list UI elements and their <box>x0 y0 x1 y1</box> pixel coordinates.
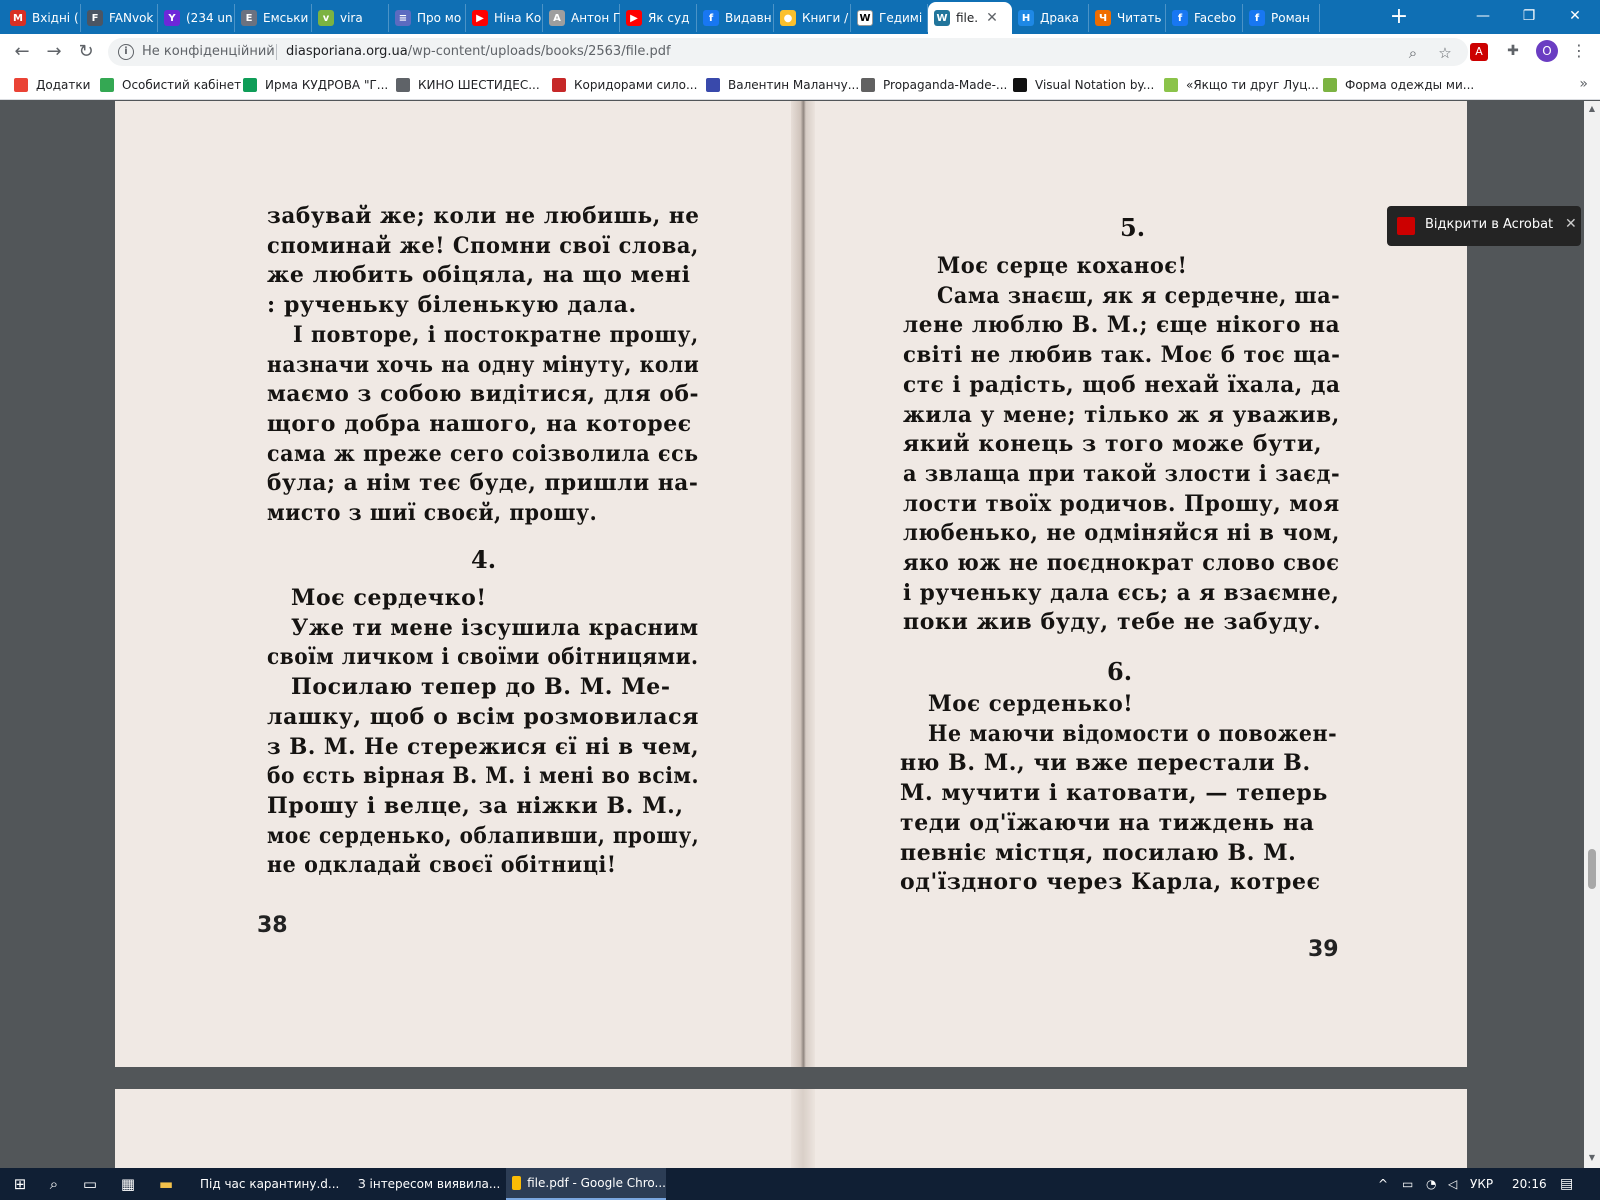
tab-title: Гедимі <box>879 11 923 25</box>
text-line: од'їздного через Карла, котреє <box>900 869 1321 896</box>
pdf-viewer[interactable] <box>0 101 1600 1168</box>
tab-favicon-icon: W <box>934 10 950 26</box>
tab-favicon-icon: f <box>703 10 719 26</box>
tab-close-icon[interactable]: ✕ <box>986 10 998 26</box>
task-view-icon[interactable]: ▭ <box>82 1175 98 1193</box>
bookmarks-bar <box>0 70 1600 100</box>
bookmark-label: «Якщо ти друг Луц... <box>1186 78 1319 92</box>
text-line: І повторе, і постократне прошу, <box>293 321 699 348</box>
bookmark-item[interactable] <box>1164 76 1319 94</box>
file-explorer-icon[interactable]: ▬ <box>158 1175 174 1193</box>
bookmark-favicon-icon <box>552 78 566 92</box>
vertical-scrollbar[interactable] <box>1584 101 1600 1168</box>
url-path: /wp-content/uploads/books/2563/file.pdf <box>407 44 671 59</box>
browser-tab[interactable] <box>1012 4 1089 32</box>
tab-title: Facebo <box>1194 11 1237 25</box>
new-tab-button[interactable]: + <box>1389 4 1409 29</box>
browser-tab[interactable] <box>620 4 697 32</box>
bookmark-favicon-icon <box>1323 78 1337 92</box>
text-line: М. мучити і катовати, — теперь <box>900 780 1328 807</box>
text-line: поки жив буду, тебе не забуду. <box>903 609 1322 636</box>
acrobat-extension-icon[interactable]: A <box>1470 43 1488 61</box>
open-in-acrobat-popup[interactable] <box>1387 206 1581 246</box>
text-line: сама ж преже сего соізволила єсь <box>267 440 699 467</box>
bookmark-item[interactable] <box>243 76 388 94</box>
tab-favicon-icon: A <box>549 10 565 26</box>
browser-tab[interactable] <box>466 4 543 32</box>
tab-favicon-icon: H <box>1018 10 1034 26</box>
text-line: же любить обіцяла, на що мені <box>267 262 691 289</box>
close-window-button[interactable]: ✕ <box>1569 8 1581 24</box>
text-line: Моє серце коханоє! <box>937 253 1188 279</box>
browser-toolbar <box>0 34 1600 70</box>
tab-favicon-icon: F <box>87 10 103 26</box>
tab-favicon-icon: ▶ <box>626 10 642 26</box>
text-line: і рученьку дала єсь; а я взаємне, <box>903 579 1340 606</box>
text-line: Прошу і велце, за ніжки В. М., <box>267 792 684 819</box>
browser-tab[interactable] <box>1166 4 1243 32</box>
menu-icon[interactable]: ⋮ <box>1571 41 1587 60</box>
browser-tab[interactable] <box>81 4 158 32</box>
bookmark-favicon-icon <box>706 78 720 92</box>
browser-tab[interactable] <box>312 4 389 32</box>
tab-favicon-icon: f <box>1249 10 1265 26</box>
tab-favicon-icon: Ч <box>1095 10 1111 26</box>
profile-avatar[interactable]: O <box>1536 40 1558 62</box>
battery-icon[interactable]: ▭ <box>1402 1177 1414 1191</box>
text-line: щого добра нашого, на котореє <box>267 410 692 437</box>
browser-tab[interactable] <box>543 4 620 32</box>
divider <box>276 44 277 60</box>
url-host: diasporiana.org.ua <box>286 44 408 59</box>
tray-chevron-icon[interactable]: ^ <box>1378 1177 1389 1191</box>
text-line: Сама знаєш, як я сердечне, ша- <box>937 282 1341 309</box>
scroll-down-icon[interactable]: ▼ <box>1588 1153 1596 1162</box>
tab-title: Вхідні ( <box>32 11 79 25</box>
search-icon[interactable]: ⌕ <box>49 1175 59 1193</box>
text-line: своїм личком і своїми обітницями. <box>267 644 699 671</box>
book-gutter <box>791 101 815 1067</box>
taskbar-app[interactable] <box>346 1168 501 1200</box>
notifications-icon[interactable]: ▤ <box>1560 1176 1574 1192</box>
close-icon[interactable]: ✕ <box>1565 216 1577 232</box>
extensions-icon[interactable]: ✚ <box>1507 43 1519 59</box>
text-line: була; а нім теє буде, пришли на- <box>267 470 699 497</box>
text-line: любенько, не одміняйся ні в чом, <box>903 520 1340 547</box>
text-line: Не маючи відомости о повожен- <box>928 720 1338 747</box>
letter-heading-4: 4. <box>471 545 497 574</box>
bookmark-label: Коридорами сило... <box>574 78 698 92</box>
browser-tab[interactable] <box>235 4 312 32</box>
letter-heading-5: 5. <box>1120 213 1146 242</box>
text-line: світі не любив так. Моє б тоє ща- <box>903 342 1341 369</box>
bookmark-label: Visual Notation by... <box>1035 78 1155 92</box>
text-line: ню В. М., чи вже перестали В. <box>900 750 1311 777</box>
text-line: маємо з собою видітися, для об- <box>267 381 700 408</box>
text-line: Моє серденько! <box>928 691 1134 717</box>
language-indicator[interactable]: УКР <box>1470 1177 1494 1191</box>
scrollbar-thumb[interactable] <box>1588 849 1596 889</box>
bookmark-favicon-icon <box>14 78 28 92</box>
bookmark-item[interactable] <box>1013 76 1154 94</box>
minimize-button[interactable]: — <box>1476 8 1490 24</box>
back-icon[interactable]: ← <box>14 41 30 62</box>
tab-title: Роман <box>1271 11 1310 25</box>
open-in-acrobat-label[interactable]: Відкрити в Acrobat <box>1425 217 1554 232</box>
tab-title: (234 un <box>186 11 233 25</box>
taskbar-app-label: file.pdf - Google Chro... <box>527 1176 666 1190</box>
text-line: моє серденько, облапивши, прошу, <box>267 822 700 849</box>
text-line: не одкладай своєї обітниці! <box>267 852 617 879</box>
text-line: певніє містця, посилаю В. М. <box>900 839 1297 866</box>
text-line: стє і радість, щоб нехай їхала, да <box>903 371 1341 398</box>
text-line: забувай же; коли не любишь, не <box>267 203 700 229</box>
tab-title: Ніна Ко <box>494 11 542 25</box>
taskbar-app[interactable] <box>506 1168 666 1200</box>
tab-title: Як суд <box>648 11 690 25</box>
tab-title: Емськи <box>263 11 309 25</box>
text-line: лости твоїх родичов. Прошу, моя <box>903 490 1340 517</box>
tab-favicon-icon: Y <box>164 10 180 26</box>
text-line: споминай же! Спомни свої слова, <box>267 232 699 259</box>
bookmark-label: Особистий кабінет <box>122 78 242 92</box>
taskbar-app[interactable] <box>188 1168 338 1200</box>
taskbar-app-label: Під час карантину.d... <box>200 1177 340 1191</box>
tab-strip <box>0 0 1600 34</box>
text-line: назначи хочь на одну мінуту, коли <box>267 351 700 378</box>
text-line: бо єсть вірная В. М. і мені во всім. <box>267 763 700 790</box>
bookmark-favicon-icon <box>396 78 410 92</box>
volume-icon[interactable]: ◁ <box>1448 1177 1458 1191</box>
bookmark-item[interactable] <box>552 76 697 94</box>
security-label[interactable]: Не конфіденційний <box>142 44 275 59</box>
letter-heading-6: 6. <box>1107 657 1133 686</box>
text-line: який конець з того може бути, <box>903 431 1323 458</box>
tab-title: Читать <box>1117 11 1162 25</box>
browser-tab[interactable] <box>158 4 235 32</box>
page-number-left: 38 <box>257 913 288 938</box>
bookmarks-more-icon[interactable]: » <box>1579 76 1588 92</box>
taskbar-app-icon <box>512 1176 521 1190</box>
bookmark-label: Валентин Маланчу... <box>728 78 860 92</box>
clock[interactable]: 20:16 <box>1512 1177 1547 1191</box>
page-number-right: 39 <box>1308 937 1339 962</box>
bookmark-label: Ирма КУДРОВА "Г... <box>265 78 389 92</box>
text-line: жила у мене; тілько ж я уважив, <box>903 401 1340 428</box>
tab-title: file. <box>956 11 979 25</box>
tab-favicon-icon: f <box>1172 10 1188 26</box>
tab-title: Драка <box>1040 11 1079 25</box>
text-line: яко юж не поєднократ слово своє <box>903 550 1340 576</box>
tab-title: Книги / <box>802 11 849 25</box>
tab-title: Про мо <box>417 11 462 25</box>
browser-tab[interactable] <box>1243 4 1320 32</box>
bookmark-favicon-icon <box>1013 78 1027 92</box>
bookmark-item[interactable] <box>14 76 90 94</box>
text-line: лене люблю В. М.; єще нікого на <box>903 312 1341 339</box>
bookmark-favicon-icon <box>100 78 114 92</box>
browser-tab[interactable] <box>774 4 851 32</box>
browser-tab[interactable] <box>928 2 1012 34</box>
tab-favicon-icon: Е <box>241 10 257 26</box>
bookmark-label: Додатки <box>36 78 91 92</box>
text-line: : рученьку біленькую дала. <box>267 292 637 319</box>
zoom-icon[interactable]: ⌕ <box>1408 44 1418 62</box>
bookmark-label: Propaganda-Made-... <box>883 78 1008 92</box>
bookmark-star-icon[interactable]: ☆ <box>1438 44 1452 62</box>
tab-title: FANvok <box>109 11 154 25</box>
tab-favicon-icon: ● <box>780 10 796 26</box>
windows-taskbar <box>0 1168 1600 1200</box>
calculator-icon[interactable]: ▦ <box>120 1175 136 1193</box>
tab-favicon-icon: W <box>857 10 873 26</box>
text-line: мисто з шиї своєй, прошу. <box>267 500 598 526</box>
tab-favicon-icon: v <box>318 10 334 26</box>
address-bar[interactable] <box>108 38 1468 66</box>
bookmark-item[interactable] <box>706 76 859 94</box>
network-icon[interactable]: ◔ <box>1426 1177 1437 1191</box>
browser-tab[interactable] <box>4 4 81 32</box>
bookmark-item[interactable] <box>1323 76 1474 94</box>
bookmark-label: Форма одежды ми... <box>1345 78 1475 92</box>
bookmark-label: КИНО ШЕСТИДЕС... <box>418 78 540 92</box>
acrobat-icon <box>1397 217 1415 235</box>
browser-tab[interactable] <box>1089 4 1166 32</box>
tab-favicon-icon: ▶ <box>472 10 488 26</box>
text-line: Уже ти мене ізсушила красним <box>291 614 699 641</box>
text-line: Посилаю тепер до В. М. Ме- <box>291 674 671 701</box>
windows-start-icon[interactable]: ⊞ <box>13 1175 27 1193</box>
url-text[interactable] <box>286 44 671 59</box>
text-line: теди од'їжаючи на тиждень на <box>900 809 1315 836</box>
bookmark-item[interactable] <box>100 76 241 94</box>
book-gutter <box>791 1089 815 1179</box>
text-line: лашку, щоб о всім розмовилася <box>267 703 699 730</box>
scroll-up-icon[interactable]: ▲ <box>1588 104 1596 113</box>
taskbar-app-label: З інтересом виявила... <box>358 1177 501 1191</box>
tab-title: Антон Г <box>571 11 621 25</box>
bookmark-favicon-icon <box>243 78 257 92</box>
forward-icon[interactable]: → <box>46 41 62 62</box>
text-line: з В. М. Не стережися єї ні в чем, <box>267 733 700 760</box>
tab-title: vira <box>340 11 363 25</box>
browser-tab[interactable] <box>697 4 774 32</box>
bookmark-favicon-icon <box>861 78 875 92</box>
info-icon[interactable]: i <box>118 44 134 60</box>
browser-tab[interactable] <box>389 4 466 32</box>
tab-favicon-icon: ≡ <box>395 10 411 26</box>
pdf-page <box>115 101 1467 1067</box>
maximize-button[interactable]: ❐ <box>1522 8 1536 24</box>
bookmark-item[interactable] <box>861 76 1007 94</box>
reload-icon[interactable]: ↻ <box>78 41 94 62</box>
browser-tab[interactable] <box>851 4 928 32</box>
tab-title: Видавн <box>725 11 772 25</box>
text-line: а звлаща при такой злости і заєд- <box>903 460 1341 487</box>
bookmark-item[interactable] <box>396 76 540 94</box>
bookmark-favicon-icon <box>1164 78 1178 92</box>
text-line: Моє сердечко! <box>291 585 487 611</box>
pdf-next-page <box>115 1089 1467 1179</box>
tab-favicon-icon: M <box>10 10 26 26</box>
